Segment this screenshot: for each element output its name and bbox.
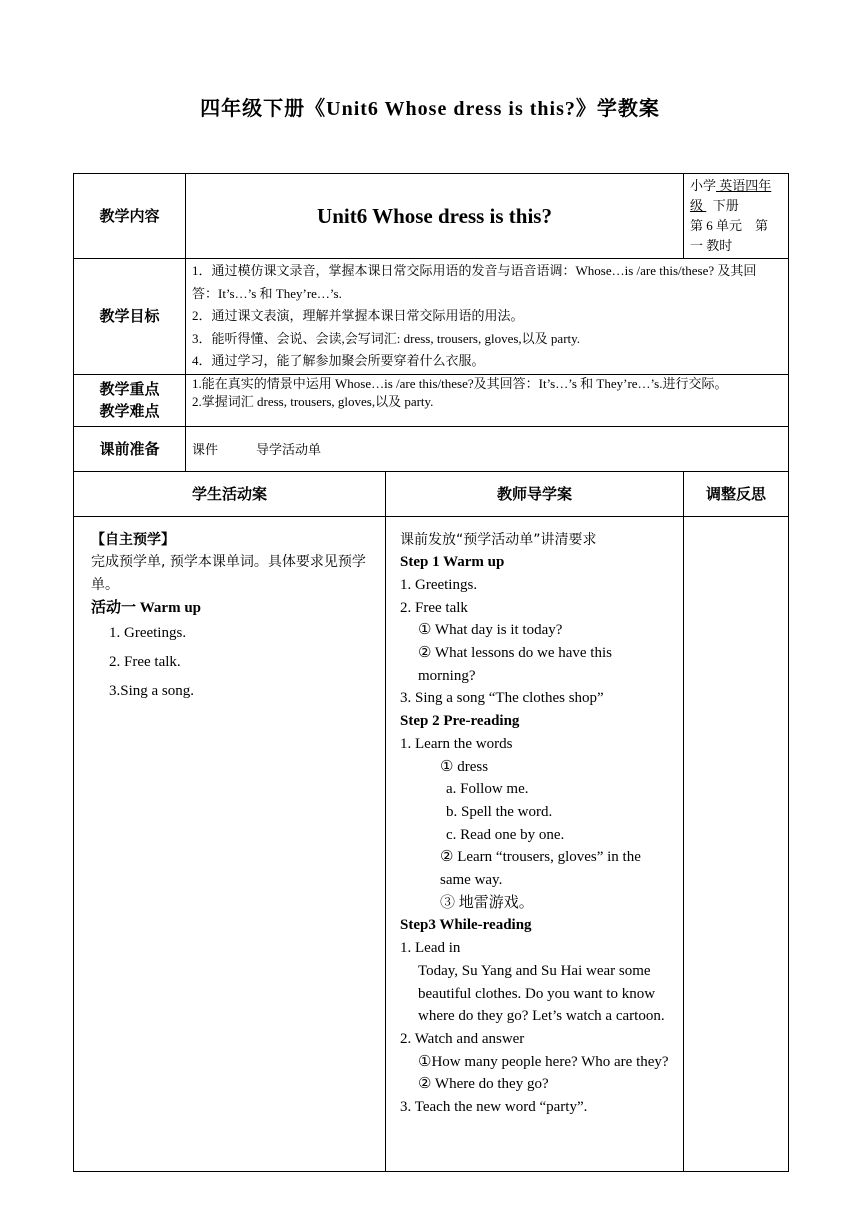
teacher-line: 3. Sing a song “The clothes shop”: [400, 690, 604, 707]
teacher-line: ① What day is it today?: [418, 622, 563, 639]
row-goals: [74, 259, 789, 375]
goals-cell: [186, 259, 789, 375]
reflection-cell: [684, 516, 789, 1171]
teacher-line: a. Follow me.: [446, 781, 529, 798]
prep-cell: [186, 426, 789, 471]
teacher-line: ② Learn “trousers, gloves” in the same way.: [440, 849, 641, 889]
teacher-line: 3. Teach the new word “party”.: [400, 1099, 588, 1116]
document-title: 四年级下册《Unit6 Whose dress is this?》学教案: [200, 98, 660, 120]
teacher-line: ② Where do they go?: [418, 1076, 549, 1093]
teacher-line: b. Spell the word.: [446, 803, 553, 820]
header-teacher: 教师导学案: [386, 471, 684, 516]
student-item: 2. Free talk.: [109, 654, 181, 671]
course-info: [684, 174, 789, 259]
student-item: 1. Greetings.: [109, 625, 187, 642]
teacher-line: ①How many people here? Who are they?: [418, 1053, 669, 1070]
prep-item: 导学活动单: [256, 442, 322, 457]
teacher-line: Today, Su Yang and Su Hai wear some beautiful clothes. Do you want to know where do they go? Let’s watch a cartoon.: [418, 962, 665, 1025]
content-label: 教学内容: [74, 174, 186, 259]
row-key-points: [74, 374, 789, 426]
teacher-line: 1. Learn the words: [400, 735, 513, 752]
teacher-line: Step3 While-reading: [400, 917, 532, 934]
teacher-line: 2. Free talk: [400, 599, 468, 616]
teacher-line: 2. Watch and answer: [400, 1030, 525, 1047]
teacher-line: c. Read one by one.: [446, 826, 565, 843]
goal-item: 1．通过模仿课文录音，掌握本课日常交际用语的发音与语音语调：Whose…is /are this/these? 及其回答：It’s…’s 和 They’re…’s.: [192, 263, 757, 301]
student-item: 3.Sing a song.: [109, 683, 195, 700]
unit-title: Unit6 Whose dress is this?: [186, 174, 684, 259]
teacher-line: ① dress: [440, 758, 489, 775]
key-label-2: 教学难点: [99, 402, 160, 420]
student-heading: 【自主预学】: [91, 531, 175, 548]
unit-no-text: 第 6 单元: [690, 218, 743, 233]
row-prep: [74, 426, 789, 471]
goals-label: 教学目标: [74, 259, 186, 375]
goal-item: 4．通过学习，能了解参加聚会所要穿着什么衣服。: [192, 353, 485, 368]
key-point-item: 2.掌握词汇 dress, trousers, gloves,以及 party.: [192, 393, 434, 409]
teacher-guide: [386, 516, 684, 1171]
subject-text: 英语四年级: [690, 178, 772, 213]
student-intro: 完成预学单, 预学本课单词。具体要求见预学单。: [91, 554, 366, 593]
teacher-line: 课前发放“预学活动单”讲清要求: [400, 531, 597, 548]
teacher-line: 1. Lead in: [400, 940, 461, 957]
lesson-no-text: 第 一 教时: [690, 218, 769, 253]
key-point-item: 1.能在真实的情景中运用 Whose…is /are this/these?及其回答：It’s…’s 和 They’re…’s.进行交际。: [192, 375, 728, 391]
teacher-line: 1. Greetings.: [400, 576, 478, 593]
key-points-label: [74, 374, 186, 426]
key-label-1: 教学重点: [99, 380, 160, 398]
lesson-plan-table: [73, 173, 789, 1172]
prep-label: 课前准备: [74, 426, 186, 471]
teacher-line: Step 1 Warm up: [400, 554, 505, 571]
row-col-headers: [74, 471, 789, 516]
header-student: 学生活动案: [74, 471, 386, 516]
key-points-cell: [186, 374, 789, 426]
goal-item: 3．能听得懂、会说、会读,会写词汇: dress, trousers, gloves,以及 party.: [192, 330, 581, 346]
teacher-line: ② What lessons do we have this morning?: [418, 645, 612, 684]
row-activities: [74, 516, 789, 1171]
row-content: [74, 174, 789, 259]
header-reflection: 调整反思: [684, 471, 789, 516]
student-activity-heading: 活动一 Warm up: [91, 599, 202, 616]
teacher-line: ③ 地雷游戏。: [440, 894, 534, 911]
term-text: 下册: [712, 198, 739, 213]
teacher-lines: [400, 529, 673, 1119]
goal-item: 2．通过课文表演，理解并掌握本课日常交际用语的用法。: [192, 308, 524, 323]
teacher-line: Step 2 Pre-reading: [400, 713, 520, 730]
prep-item: 课件: [192, 442, 219, 457]
school-text: 小学: [690, 178, 717, 193]
student-activities: [74, 516, 386, 1171]
